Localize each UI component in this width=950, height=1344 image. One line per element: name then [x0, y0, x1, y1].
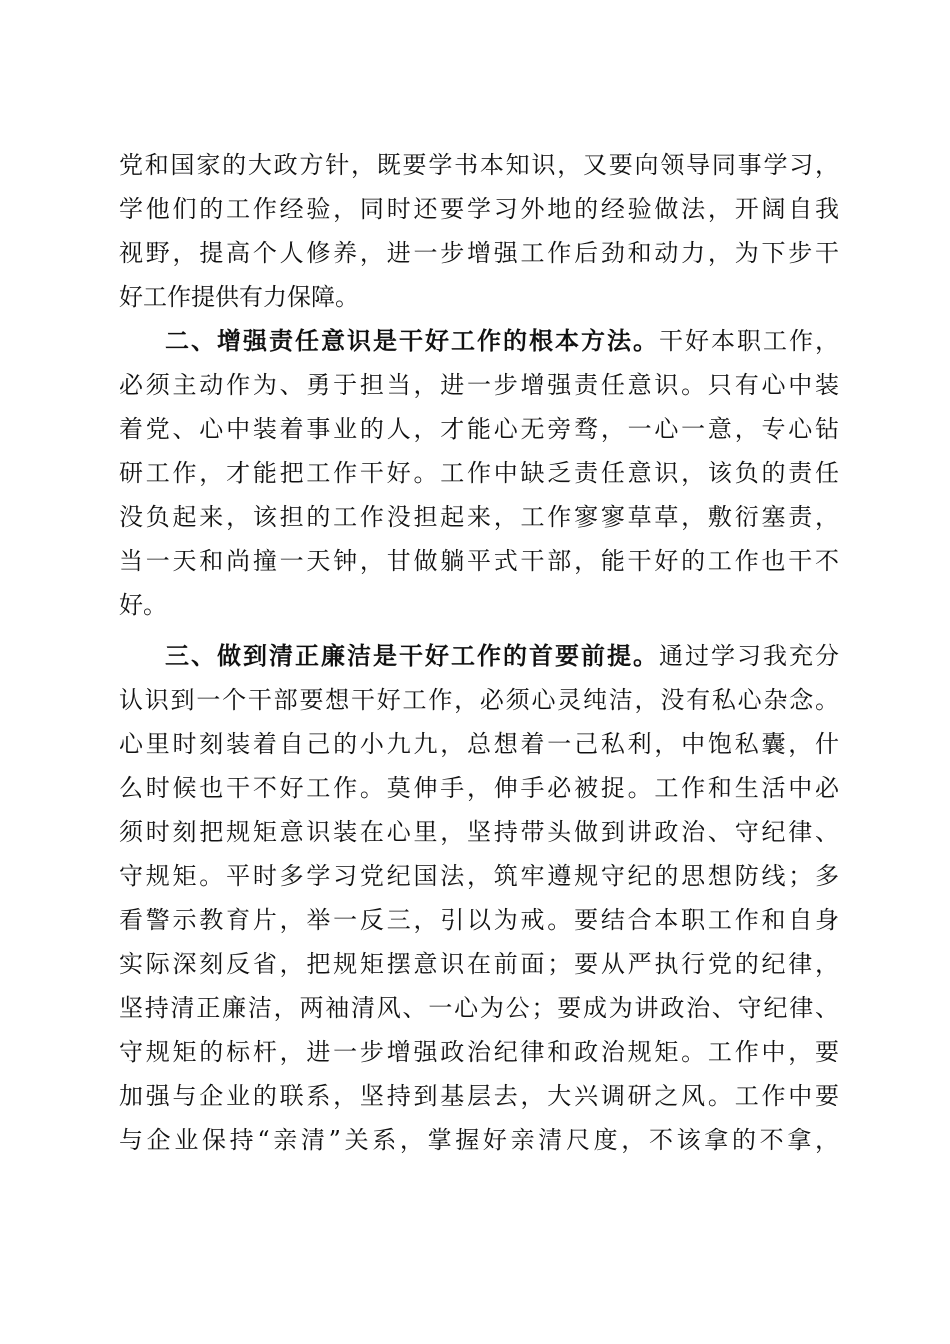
- paragraph2-first-line: [165, 326, 839, 356]
- paragraph3-line-5: 须时刻把规矩意识装在心里，坚持带头做到讲政治、守纪律、: [119, 818, 839, 846]
- section-heading-3: 三、做到清正廉洁是干好工作的首要前提。: [165, 642, 659, 670]
- paragraph3-line-12: 与企业保持“亲清”关系，掌握好亲清尺度，不该拿的不拿，: [119, 1126, 839, 1154]
- paragraph2-first-line-rest: 干好本职工作，: [659, 327, 839, 355]
- paragraph3-line-2: 认识到一个干部要想干好工作，必须心灵纯洁，没有私心杂念。: [119, 686, 839, 714]
- paragraph3-line-3: 心里时刻装着自己的小九九，总想着一己私利，中饱私囊，什: [119, 730, 839, 758]
- paragraph2-line-3: 着党、心中装着事业的人，才能心无旁骛，一心一意，专心钻: [119, 415, 839, 443]
- paragraph3-line-11: 加强与企业的联系，坚持到基层去，大兴调研之风。工作中要: [119, 1082, 839, 1110]
- paragraph1-line-1: 党和国家的大政方针，既要学书本知识，又要向领导同事学习，: [119, 151, 839, 179]
- paragraph3-first-line: [165, 641, 839, 671]
- paragraph1-line-2: 学他们的工作经验，同时还要学习外地的经验做法，开阔自我: [119, 195, 839, 223]
- section-heading-2: 二、增强责任意识是干好工作的根本方法。: [165, 327, 659, 355]
- paragraph3-line-8: 实际深刻反省，把规矩摆意识在前面；要从严执行党的纪律，: [119, 950, 839, 978]
- paragraph3-line-6: 守规矩。平时多学习党纪国法，筑牢遵规守纪的思想防线；多: [119, 862, 839, 890]
- paragraph2-line-2: 必须主动作为、勇于担当，进一步增强责任意识。只有心中装: [119, 371, 839, 399]
- paragraph2-line-7: 好。: [119, 591, 167, 619]
- paragraph2-line-6: 当一天和尚撞一天钟，甘做躺平式干部，能干好的工作也干不: [119, 547, 839, 575]
- paragraph3-first-line-rest: 通过学习我充分: [659, 642, 839, 670]
- paragraph3-line-10: 守规矩的标杆，进一步增强政治纪律和政治规矩。工作中，要: [119, 1038, 839, 1066]
- paragraph1-line-3: 视野，提高个人修养，进一步增强工作后劲和动力，为下步干: [119, 239, 839, 267]
- paragraph3-line-7: 看警示教育片，举一反三，引以为戒。要结合本职工作和自身: [119, 906, 839, 934]
- paragraph2-line-5: 没负起来，该担的工作没担起来，工作寥寥草草，敷衍塞责，: [119, 503, 839, 531]
- paragraph3-line-4: 么时候也干不好工作。莫伸手，伸手必被捉。工作和生活中必: [119, 774, 839, 802]
- paragraph2-line-4: 研工作，才能把工作干好。工作中缺乏责任意识，该负的责任: [119, 459, 839, 487]
- paragraph1-line-4: 好工作提供有力保障。: [119, 283, 359, 311]
- paragraph3-line-9: 坚持清正廉洁，两袖清风、一心为公；要成为讲政治、守纪律、: [119, 994, 839, 1022]
